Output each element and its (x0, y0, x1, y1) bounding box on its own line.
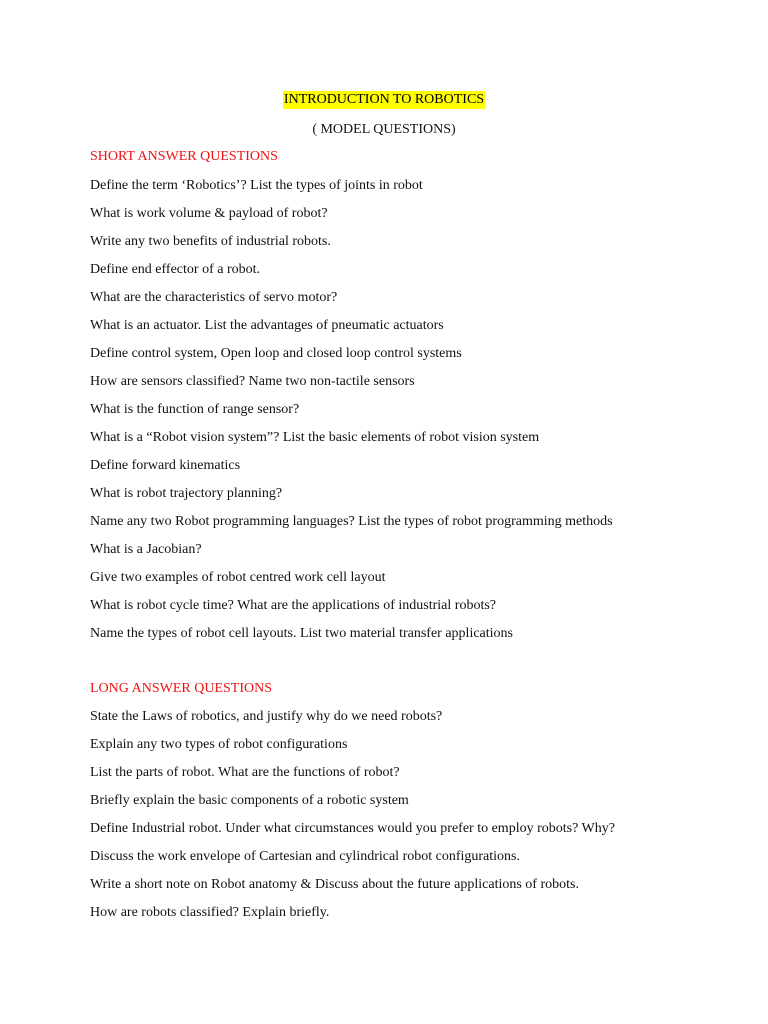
long-question: Define Industrial robot. Under what circumstances would you prefer to employ robots? Why? (90, 821, 615, 836)
short-question: What is an actuator. List the advantages of pneumatic actuators (90, 318, 444, 333)
long-question: Briefly explain the basic components of a robotic system (90, 793, 409, 808)
short-question: Name the types of robot cell layouts. List two material transfer applications (90, 626, 513, 641)
long-question: List the parts of robot. What are the functions of robot? (90, 765, 400, 780)
short-question: What is work volume & payload of robot? (90, 206, 328, 221)
long-question: Discuss the work envelope of Cartesian and cylindrical robot configurations. (90, 849, 520, 864)
long-answer-list (90, 708, 730, 932)
short-question: What is robot cycle time? What are the applications of industrial robots? (90, 598, 496, 613)
short-question: What is a Jacobian? (90, 542, 202, 557)
long-question: Explain any two types of robot configurations (90, 737, 348, 752)
short-question: What are the characteristics of servo motor? (90, 290, 338, 305)
short-answer-list (90, 177, 730, 653)
short-question: What is a “Robot vision system”? List the basic elements of robot vision system (90, 430, 540, 445)
short-question: Define forward kinematics (90, 458, 241, 473)
short-question: Give two examples of robot centred work cell layout (90, 570, 386, 585)
document-subtitle: ( MODEL QUESTIONS) (312, 122, 456, 137)
short-question: Name any two Robot programming languages? List the types of robot programming methods (90, 514, 613, 529)
short-question: Define control system, Open loop and closed loop control systems (90, 346, 462, 361)
short-question: How are sensors classified? Name two non-tactile sensors (90, 374, 415, 389)
short-question: Define the term ‘Robotics’? List the types of joints in robot (90, 178, 423, 193)
short-question: Define end effector of a robot. (90, 262, 260, 277)
long-question: Write a short note on Robot anatomy & Discuss about the future applications of robots. (90, 877, 579, 892)
document-title: INTRODUCTION TO ROBOTICS (283, 92, 485, 107)
short-answer-heading: SHORT ANSWER QUESTIONS (90, 149, 278, 164)
long-question: How are robots classified? Explain briefly. (90, 905, 330, 920)
long-answer-heading: LONG ANSWER QUESTIONS (90, 681, 272, 696)
long-question: State the Laws of robotics, and justify why do we need robots? (90, 709, 443, 724)
short-question: What is robot trajectory planning? (90, 486, 283, 501)
title-row (0, 90, 768, 109)
short-question: What is the function of range sensor? (90, 402, 300, 417)
short-question: Write any two benefits of industrial robots. (90, 234, 331, 249)
